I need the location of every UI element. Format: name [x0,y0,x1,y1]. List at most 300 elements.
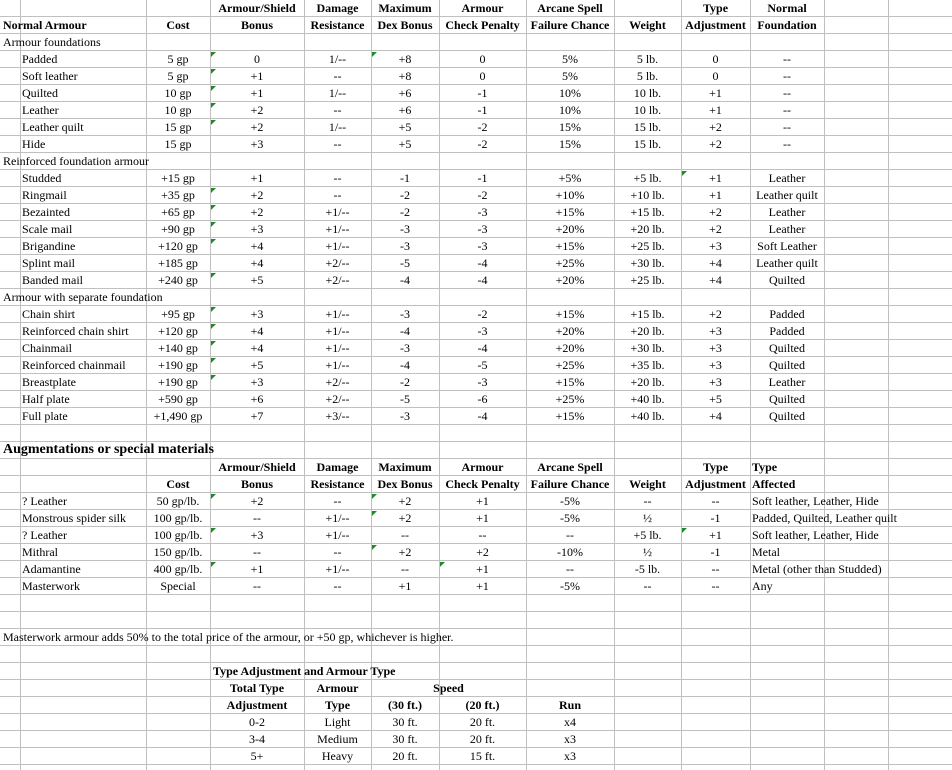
table-cell: 400 gp/lb. [153,562,203,576]
column-header: Damage [316,1,359,15]
comment-indicator-icon [372,52,377,57]
table-cell: -- [401,562,409,576]
table-cell: +1 [476,494,489,508]
table-cell: +1 [709,103,722,117]
table-cell: +15% [555,409,585,423]
table-cell: +25% [555,392,585,406]
armour-name: Chain shirt [22,307,75,321]
table-cell: +7 [250,409,264,423]
table-cell: +1 [476,579,489,593]
column-header: Bonus [240,477,274,491]
table-cell: +15% [555,205,585,219]
material-name: Masterwork [22,579,80,593]
comment-indicator-icon [211,103,216,108]
table-cell: Medium [317,732,358,746]
table-cell: -- [333,579,342,593]
table-cell: +5 [250,273,264,287]
comment-indicator-icon [211,52,216,57]
table-cell: +2 [709,137,722,151]
table-cell: -- [253,579,261,593]
table-cell: x3 [564,732,576,746]
table-cell: +1/-- [325,324,350,338]
column-header: Resistance [310,477,365,491]
table-cell: +35 gp [161,188,195,202]
table-cell: 20 ft. [392,749,418,763]
table-cell: Leather quilt [756,256,818,270]
table-cell: +2 [709,307,722,321]
table-cell: +15 gp [161,171,195,185]
column-header: Adjustment [685,18,746,32]
table-cell: 20 ft. [469,715,496,729]
table-cell: ½ [643,511,652,525]
table-cell: +2 [398,494,412,508]
table-cell: -- [566,528,574,542]
column-header: Check Penalty [445,477,520,491]
table-cell: 10 lb. [633,103,662,117]
table-cell: Leather [768,222,806,236]
table-cell: +1 [476,511,489,525]
table-cell: +1/-- [325,307,350,321]
table-cell: +10% [555,188,585,202]
table-cell: +1 [709,171,722,185]
table-cell: -- [333,103,342,117]
table-cell: +2 [398,511,412,525]
table-cell: 1/-- [328,52,347,66]
table-cell: +40 lb. [630,409,665,423]
table-cell: 5% [562,52,578,66]
table-cell: +95 gp [161,307,195,321]
table-cell: -4 [400,358,410,372]
armour-name: Leather quilt [22,120,84,134]
table-cell: -5% [560,579,580,593]
table-cell: +3 [709,239,722,253]
table-cell: -- [783,69,791,83]
column-header: Type [324,698,351,712]
table-cell: -- [333,69,342,83]
group-title: Armour with separate foundation [3,290,163,304]
table-cell: -- [643,494,652,508]
table-title: Type Adjustment and Armour Type [213,664,396,678]
grid-line [888,0,889,770]
table-cell: 5 lb. [636,69,659,83]
column-header: Type [702,460,729,474]
table-cell: -4 [477,273,488,287]
table-cell: +5 [398,137,412,151]
table-cell: Metal (other than Studded) [752,562,882,576]
comment-indicator-icon [211,205,216,210]
armour-name: Brigandine [22,239,76,253]
table-cell: +120 gp [158,239,198,253]
column-header: Arcane Spell [537,460,603,474]
table-cell: +2 [250,120,264,134]
table-cell: -- [253,511,261,525]
table-cell: 5% [562,69,578,83]
table-cell: -5% [560,511,580,525]
table-cell: -- [566,562,574,576]
table-cell: +15 lb. [630,205,665,219]
table-cell: -5 [400,392,410,406]
table-cell: -- [333,494,342,508]
table-cell: 20 ft. [469,732,496,746]
comment-indicator-icon [211,341,216,346]
table-cell: -- [711,562,720,576]
column-header: Cost [166,18,190,32]
armour-name: Ringmail [22,188,67,202]
table-cell: 15% [559,137,581,151]
armour-name: Half plate [22,392,70,406]
table-cell: -- [711,579,720,593]
comment-indicator-icon [211,86,216,91]
table-cell: +3 [250,137,264,151]
column-header: Failure Chance [530,18,610,32]
comment-indicator-icon [372,511,377,516]
table-cell: Heavy [321,749,354,763]
column-header: Weight [629,477,666,491]
table-cell: +30 lb. [630,256,665,270]
armour-name: Splint mail [22,256,76,270]
table-cell: +4 [250,324,264,338]
table-cell: -- [253,545,261,559]
comment-indicator-icon [682,171,687,176]
table-cell: -10% [557,545,583,559]
table-cell: -3 [400,222,410,236]
table-cell: +4 [250,256,264,270]
table-cell: +25 lb. [630,239,665,253]
table-cell: -- [783,86,791,100]
table-cell: +1 [250,86,264,100]
table-cell: +5% [558,171,582,185]
table-cell: 100 gp/lb. [153,528,203,542]
column-header: Armour [316,681,359,695]
table-cell: +1/-- [325,528,350,542]
table-cell: -- [783,137,791,151]
table-cell: +1 [709,86,722,100]
table-cell: +3 [709,341,722,355]
table-cell: +2 [250,205,264,219]
column-header: Weight [629,18,666,32]
table-cell: +1 [250,171,264,185]
table-cell: +30 lb. [630,341,665,355]
group-title: Reinforced foundation armour [3,154,149,168]
table-cell: x3 [564,749,576,763]
column-header: Speed [433,681,464,695]
table-cell: -1 [710,511,721,525]
table-cell: +10 lb. [630,188,665,202]
comment-indicator-icon [211,358,216,363]
table-cell: +3 [250,307,264,321]
column-header: Total Type [229,681,285,695]
table-cell: +20% [555,341,585,355]
table-cell: 10% [559,86,581,100]
table-cell: +1 [709,528,722,542]
table-cell: -- [643,579,652,593]
comment-indicator-icon [211,69,216,74]
table-cell: +3 [250,222,264,236]
table-cell: -4 [477,256,488,270]
column-header: Type [752,460,778,474]
table-cell: Special [160,579,196,593]
table-cell: -6 [477,392,488,406]
grid-line [20,0,21,770]
table-cell: -1 [400,171,410,185]
table-cell: +3 [709,375,722,389]
armour-name: Hide [22,137,46,151]
table-cell: +3 [250,375,264,389]
footnote: Masterwork armour adds 50% to the total price of the armour, or +50 gp, whichever is higher. [3,630,454,644]
table-cell: -- [333,137,342,151]
table-cell: Padded [769,324,805,338]
table-cell: +20 lb. [630,375,665,389]
table-cell: +3 [709,358,722,372]
table-cell: +35 lb. [630,358,665,372]
table-cell: +1/-- [325,239,350,253]
table-cell: Any [752,579,773,593]
armour-name: Scale mail [22,222,73,236]
armour-name: Studded [22,171,62,185]
table-cell: -3 [477,375,488,389]
table-cell: +6 [398,86,412,100]
table-cell: +40 lb. [630,392,665,406]
table-cell: -2 [400,188,410,202]
table-cell: 150 gp/lb. [153,545,203,559]
table-cell: +3/-- [325,409,350,423]
column-header: Armour/Shield [218,1,296,15]
table-cell: ½ [643,545,652,559]
table-cell: 0 [254,52,260,66]
section-title: Augmentations or special materials [3,442,214,457]
table-cell: -4 [477,341,488,355]
table-cell: +2 [709,222,722,236]
table-cell: +1/-- [325,341,350,355]
table-cell: 5 gp [167,69,189,83]
table-cell: -3 [400,239,410,253]
comment-indicator-icon [211,375,216,380]
column-header: Adjustment [685,477,746,491]
armour-name: Padded [22,52,58,66]
table-cell: -1 [477,171,488,185]
table-cell: +15% [555,307,585,321]
table-cell: +1 [709,188,722,202]
column-header: Dex Bonus [377,18,433,32]
table-cell: -1 [477,86,488,100]
table-cell: +25% [555,358,585,372]
material-name: Monstrous spider silk [22,511,127,525]
table-cell: 5+ [250,749,264,763]
table-cell: 15% [559,120,581,134]
table-cell: Metal [752,545,780,559]
table-cell: +1/-- [325,222,350,236]
table-cell: +1,490 gp [153,409,203,423]
armour-name: Quilted [22,86,58,100]
table-cell: 50 gp/lb. [156,494,200,508]
comment-indicator-icon [211,562,216,567]
table-cell: -4 [400,273,410,287]
column-header: (30 ft.) [388,698,422,712]
table-cell: +2 [250,188,264,202]
armour-name: Full plate [22,409,68,423]
comment-indicator-icon [211,273,216,278]
table-cell: -3 [400,307,410,321]
table-cell: x4 [564,715,576,729]
table-cell: +2 [476,545,489,559]
table-cell: -3 [477,239,488,253]
armour-name: Leather [22,103,59,117]
table-cell: Soft leather, Leather, Hide [752,528,879,542]
table-cell: -- [333,188,342,202]
table-cell: +190 gp [158,358,198,372]
table-cell: 30 ft. [392,732,418,746]
table-cell: 10 gp [164,86,192,100]
table-cell: -1 [477,103,488,117]
table-cell: 15 ft. [469,749,496,763]
table-cell: 0 [479,69,486,83]
column-header: Normal Armour [3,18,87,32]
table-cell: +2 [709,120,722,134]
table-cell: Light [324,715,351,729]
table-cell: -2 [477,120,488,134]
table-cell: +5 [398,120,412,134]
table-cell: -5 [477,358,488,372]
table-cell: -- [333,171,342,185]
table-cell: -3 [477,222,488,236]
table-cell: +65 gp [161,205,195,219]
table-cell: Padded, Quilted, Leather quilt [752,511,897,525]
table-cell: 15 gp [164,137,192,151]
table-cell: -3 [400,341,410,355]
table-cell: Quilted [769,358,805,372]
table-cell: 1/-- [328,120,347,134]
table-cell: +1/-- [325,562,350,576]
column-header: Normal [767,1,807,15]
table-cell: +20 lb. [630,324,665,338]
table-cell: +20 lb. [630,222,665,236]
table-cell: -4 [477,409,488,423]
table-cell: +1 [250,69,264,83]
table-cell: -1 [710,545,721,559]
table-cell: 15 gp [164,120,192,134]
table-cell: +4 [709,273,722,287]
table-cell: +20% [555,273,585,287]
column-header: Maximum [378,460,432,474]
comment-indicator-icon [211,307,216,312]
table-cell: +8 [398,69,412,83]
table-cell: +1 [250,562,264,576]
table-cell: +15 lb. [630,307,665,321]
armour-name: Bezainted [22,205,70,219]
table-cell: Leather [768,375,806,389]
table-cell: 5 lb. [636,52,659,66]
table-cell: 0 [479,52,486,66]
table-cell: +5 lb. [633,171,662,185]
column-header: Armour [461,460,504,474]
table-cell: -2 [400,205,410,219]
table-cell: +240 gp [158,273,198,287]
table-cell: -2 [477,137,488,151]
table-cell: +6 [398,103,412,117]
grid-line [824,0,825,770]
table-cell: -5 lb. [634,562,661,576]
armour-name: Banded mail [22,273,83,287]
table-cell: Soft Leather [757,239,817,253]
table-cell: -- [711,494,720,508]
table-cell: +8 [398,52,412,66]
table-cell: +190 gp [158,375,198,389]
table-cell: -3 [477,205,488,219]
column-header: Maximum [378,1,432,15]
column-header: Damage [316,460,359,474]
table-cell: +2 [250,103,264,117]
material-name: Adamantine [22,562,81,576]
table-cell: +2 [250,494,264,508]
column-header: Cost [166,477,190,491]
table-cell: +2/-- [325,392,350,406]
table-cell: +3 [709,324,722,338]
table-cell: 0-2 [249,715,265,729]
table-cell: 5 gp [167,52,189,66]
table-cell: +3 [250,528,264,542]
table-cell: +140 gp [158,341,198,355]
table-cell: +5 [709,392,722,406]
material-name: Mithral [22,545,58,559]
column-header: Failure Chance [530,477,610,491]
table-cell: Quilted [769,392,805,406]
armour-name: Reinforced chainmail [22,358,126,372]
comment-indicator-icon [682,528,687,533]
table-cell: +6 [250,392,264,406]
table-cell: -2 [477,188,488,202]
table-cell: +1 [398,579,412,593]
table-cell: +4 [709,256,722,270]
table-cell: +120 gp [158,324,198,338]
comment-indicator-icon [211,494,216,499]
table-cell: Leather quilt [756,188,818,202]
table-cell: +25 lb. [630,273,665,287]
column-header: Armour [461,1,504,15]
comment-indicator-icon [211,120,216,125]
comment-indicator-icon [211,188,216,193]
table-cell: +1/-- [325,511,350,525]
table-cell: +25% [555,256,585,270]
table-cell: Quilted [769,341,805,355]
comment-indicator-icon [372,545,377,550]
table-cell: -3 [477,324,488,338]
table-cell: Quilted [769,409,805,423]
table-cell: Padded [769,307,805,321]
table-cell: Quilted [769,273,805,287]
table-cell: -- [401,528,409,542]
column-header: Run [558,698,581,712]
table-cell: +4 [250,341,264,355]
table-cell: +15% [555,375,585,389]
table-cell: -- [478,528,487,542]
table-cell: +4 [709,409,722,423]
column-header: Armour/Shield [218,460,296,474]
table-cell: +2/-- [325,256,350,270]
table-cell: +1/-- [325,358,350,372]
comment-indicator-icon [211,222,216,227]
comment-indicator-icon [211,324,216,329]
table-cell: +590 gp [158,392,198,406]
material-name: ? Leather [22,494,67,508]
table-cell: 30 ft. [392,715,418,729]
column-header: Foundation [757,18,817,32]
table-cell: -- [783,52,791,66]
group-title: Armour foundations [3,35,101,49]
table-cell: 10% [559,103,581,117]
table-cell: 1/-- [328,86,347,100]
table-cell: +2/-- [325,273,350,287]
column-header: (20 ft.) [465,698,500,712]
